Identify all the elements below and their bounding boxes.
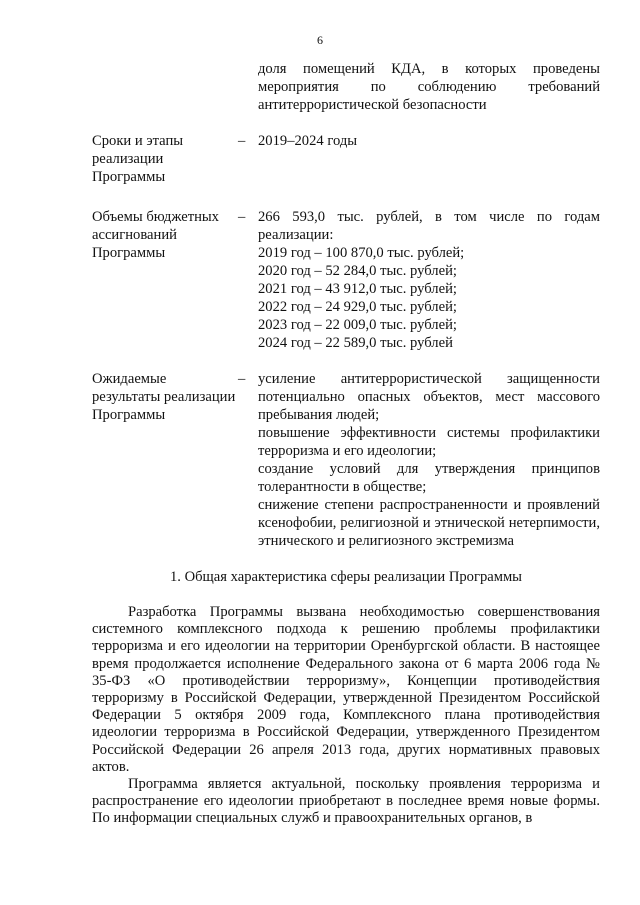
funding-year-2021: 2021 год – 43 912,0 тыс. рублей; xyxy=(258,281,457,297)
result-item: повышение эффективности системы профилактики терроризма и его идеологии; xyxy=(258,425,600,459)
page-number: 6 xyxy=(317,33,323,47)
results-dash: – xyxy=(238,371,246,387)
funding-dash: – xyxy=(238,209,246,225)
funding-year-2020: 2020 год – 52 284,0 тыс. рублей; xyxy=(258,263,457,279)
result-item: снижение степени распространенности и проявлений ксенофобии, религиозной и этнической нетерпимости, этнического и религиозного экстремизма xyxy=(258,497,600,549)
passport-row-deadlines xyxy=(92,132,600,186)
body-paragraph: Разработка Программы вызвана необходимостью совершенствования системного комплексного подхода к решению проблемы профилактики терроризма и его идеологии на территории Оренбургской области. В настоящее время продолжается исполнение Федерального закона от 6 марта 2006 года № 35-ФЗ «О противодействии терроризму», Концепции противодействия терроризму в Российской Федерации, утвержденной Президентом Российской Федерации 5 октября 2009 года, Комплексного плана противодействия идеологии терроризма в Российской Федерации, утвержденного Президентом Российской Федерации 26 апреля 2013 года, других нормативных правовых актов. xyxy=(92,604,600,775)
results-value xyxy=(258,370,600,550)
funding-year-2019: 2019 год – 100 870,0 тыс. рублей; xyxy=(258,245,465,261)
funding-value xyxy=(258,208,600,352)
passport-row-results xyxy=(92,370,600,550)
body-paragraph: Программа является актуальной, поскольку проявления терроризма и распространение его идеологии приобретают в последнее время новые формы. По информации специальных служб и правоохранительных органов, в xyxy=(92,776,600,827)
deadlines-label: Сроки и этапы реализации Программы xyxy=(92,133,184,185)
deadlines-dash: – xyxy=(238,133,246,149)
results-label: Ожидаемые результаты реализации Программы xyxy=(92,371,236,423)
funding-year-2023: 2023 год – 22 009,0 тыс. рублей; xyxy=(258,317,457,333)
funding-label: Объемы бюджетных ассигнований Программы xyxy=(92,209,219,261)
section-title: 1. Общая характеристика сферы реализации Программы xyxy=(170,569,522,585)
passport-continuation-text: доля помещений КДА, в которых проведены мероприятия по соблюдению требований антитеррористической безопасности xyxy=(258,61,600,113)
funding-total: 266 593,0 тыс. рублей, в том числе по годам реализации: xyxy=(258,209,600,243)
passport-row-funding xyxy=(92,208,600,352)
result-item: создание условий для утверждения принципов толерантности в обществе; xyxy=(258,461,600,495)
result-item: усиление антитеррористической защищенности потенциально опасных объектов, мест массового пребывания людей; xyxy=(258,371,600,423)
deadlines-value: 2019–2024 годы xyxy=(258,133,358,149)
funding-year-2022: 2022 год – 24 929,0 тыс. рублей; xyxy=(258,299,457,315)
section-body xyxy=(92,604,600,828)
funding-year-2024: 2024 год – 22 589,0 тыс. рублей xyxy=(258,335,453,351)
program-passport xyxy=(92,60,600,550)
